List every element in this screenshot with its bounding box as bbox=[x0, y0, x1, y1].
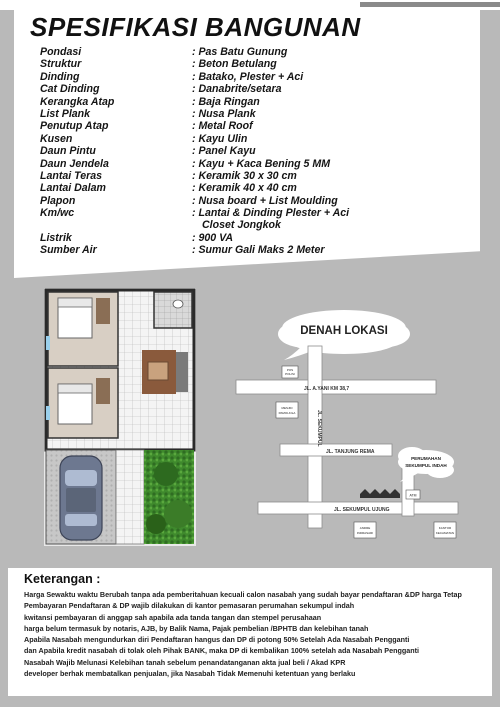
spec-title: SPESIFIKASI BANGUNAN bbox=[30, 12, 361, 42]
spec-value: : Nusa Plank bbox=[192, 107, 256, 120]
landmark-mesjid bbox=[276, 402, 298, 418]
spec-label: Plapon bbox=[40, 194, 76, 207]
map-title: DENAH LOKASI bbox=[300, 325, 388, 337]
spec-row bbox=[40, 108, 460, 120]
spec-value: : Keramik 30 x 30 cm bbox=[192, 169, 297, 182]
middle-section bbox=[30, 284, 480, 552]
bathroom bbox=[154, 292, 192, 328]
spec-value: : Baja Ringan bbox=[192, 95, 260, 108]
floor-plan-drawing bbox=[44, 288, 196, 546]
spec-row bbox=[40, 244, 460, 256]
spec-row bbox=[40, 133, 460, 145]
landmark-label: PAMOLKILA bbox=[278, 411, 296, 415]
spec-label: Cat Dinding bbox=[40, 83, 100, 96]
spec-row bbox=[40, 207, 460, 232]
terrace bbox=[116, 450, 144, 544]
keterangan-line: kwitansi pembayaran di anggap sah apabila ada tanda tangan dan stempel perusahaan bbox=[24, 612, 322, 622]
landmark-label: KECAMATAN bbox=[435, 531, 455, 535]
keterangan-lines bbox=[24, 589, 488, 679]
spec-row bbox=[40, 71, 460, 83]
keterangan-line: harga belum termasuk by notaris, AJB, by Balik Nama, Pajak pembelian /BPHTB dan kelebihan tanah bbox=[24, 623, 369, 633]
wardrobe-1 bbox=[96, 298, 110, 324]
location-map-drawing bbox=[226, 310, 480, 548]
spec-row bbox=[40, 158, 460, 170]
spec-label: Sumber Air bbox=[40, 244, 97, 257]
keterangan-panel bbox=[8, 568, 492, 696]
spec-label: Daun Pintu bbox=[40, 145, 96, 158]
spec-value: : Beton Betulang bbox=[192, 58, 277, 71]
spec-value: : Pas Batu Gunung bbox=[192, 46, 288, 58]
spec-value: : Sumur Gali Maks 2 Meter bbox=[192, 244, 325, 257]
spec-row bbox=[40, 46, 460, 58]
spec-label: Pondasi bbox=[40, 46, 82, 58]
landmark-label: ANDRE bbox=[359, 526, 371, 530]
road-label-sekumpul: JL. SEKUMPUL bbox=[316, 410, 322, 447]
keterangan-line: developer berhak membatalkan penjualan, jika Nasabah Tidak Memenuhi ketentuan yang berlaku bbox=[24, 669, 356, 679]
location-map bbox=[226, 310, 480, 548]
window bbox=[46, 406, 50, 420]
spec-row bbox=[40, 58, 460, 70]
keterangan-line: Apabila Nasabah mengundurkan diri Pendaftaran hangus dan DP di potong 50% Setelah Ada Nasabah Pengganti bbox=[24, 635, 410, 645]
spec-row bbox=[40, 145, 460, 157]
landmark-label: MESJID bbox=[281, 406, 293, 410]
spec-label: Lantai Dalam bbox=[40, 182, 106, 195]
keterangan-line: Nasabah Wajib Melunasi Kelebihan tanah sebelum penandatanganan akta jual beli / Akad KPR bbox=[24, 657, 346, 667]
spec-row bbox=[40, 195, 460, 207]
spec-value: : Nusa board + List Moulding bbox=[192, 194, 338, 207]
spec-value-line: : Lantai & Dinding Plester + Aci bbox=[192, 207, 350, 220]
spec-value: : Metal Roof bbox=[192, 120, 253, 133]
landmark-gudang bbox=[354, 522, 376, 538]
road-label-tanjung-rema: JL. TANJUNG REMA bbox=[326, 449, 375, 455]
spec-value: : Panel Kayu bbox=[192, 145, 256, 158]
houses-icon bbox=[360, 489, 400, 498]
coffee-table bbox=[148, 362, 168, 380]
sofa bbox=[176, 352, 188, 392]
spec-label: Kusen bbox=[40, 132, 73, 145]
spec-label: Km/wc bbox=[40, 207, 75, 220]
spec-value-line: Closet Jongkok bbox=[202, 219, 281, 232]
landmark-label: KANTOR bbox=[438, 526, 452, 530]
tree bbox=[146, 514, 166, 534]
top-accent-bar bbox=[360, 2, 500, 7]
spec-value: : Kayu Ulin bbox=[192, 132, 248, 145]
pillow-2 bbox=[58, 384, 92, 393]
spec-value: : 900 VA bbox=[192, 231, 234, 244]
keterangan-line: Harga Sewaktu waktu Berubah tanpa ada pemberitahuan kecuali calon nasabah yang sudah bayar pendaftaran &DP harga Tetap bbox=[24, 590, 462, 599]
spec-label: Kerangka Atap bbox=[40, 95, 115, 108]
car-icon bbox=[60, 456, 102, 540]
tree bbox=[164, 500, 192, 528]
spec-row bbox=[40, 96, 460, 108]
landmark-label: INDRASARI bbox=[356, 531, 374, 535]
landmark-label: SEKUMPUL INDAH bbox=[405, 463, 447, 468]
window bbox=[46, 336, 50, 350]
landmark-kantor-kecamatan bbox=[434, 522, 456, 538]
spec-label: List Plank bbox=[40, 107, 91, 120]
spec-value: : Keramik 40 x 40 cm bbox=[192, 182, 297, 195]
keterangan-line: dan Apabila kredit nasabah di tolak oleh Pihak BANK, maka DP di kembalikan 100% setelah ada Nasabah Pengganti bbox=[24, 646, 420, 656]
keterangan-line: Pembayaran Pendaftaran & DP wajib dilakukan di kantor pemasaran perumahan sekumpul indah bbox=[24, 601, 355, 611]
spec-label: Listrik bbox=[40, 231, 72, 244]
spec-value bbox=[192, 207, 460, 232]
spec-row bbox=[40, 170, 460, 182]
spec-label: Dinding bbox=[40, 70, 80, 83]
road-label-ayani: JL. A.YANI KM 38,7 bbox=[304, 386, 350, 392]
spec-row bbox=[40, 120, 460, 132]
top-strip bbox=[0, 0, 500, 10]
spec-label: Penutup Atap bbox=[40, 120, 109, 133]
landmark-label: POS bbox=[286, 368, 294, 372]
toilet bbox=[173, 300, 183, 308]
pillow-1 bbox=[58, 298, 92, 307]
tree bbox=[154, 462, 178, 486]
spec-row bbox=[40, 182, 460, 194]
spec-value: : Batako, Plester + Aci bbox=[192, 70, 304, 83]
landmark-label: ATM bbox=[409, 493, 417, 498]
spec-row bbox=[40, 83, 460, 95]
landmark-label: PERUMAHAN bbox=[411, 456, 441, 461]
road-label-sekumpul-ujung: JL. SEKUMPUL UJUNG bbox=[334, 507, 390, 513]
spec-label: Struktur bbox=[40, 58, 82, 71]
spec-value: : Kayu + Kaca Bening 5 MM bbox=[192, 157, 331, 170]
wardrobe-2 bbox=[96, 378, 110, 404]
spec-list bbox=[40, 46, 460, 257]
spec-value: : Danabrite/setara bbox=[192, 83, 282, 96]
floor-plan bbox=[44, 288, 196, 546]
landmark-label: POLISI bbox=[285, 372, 295, 376]
spec-label: Daun Jendela bbox=[40, 157, 109, 170]
spec-row bbox=[40, 232, 460, 244]
keterangan-title: Keterangan : bbox=[24, 572, 101, 586]
spec-label: Lantai Teras bbox=[40, 169, 103, 182]
